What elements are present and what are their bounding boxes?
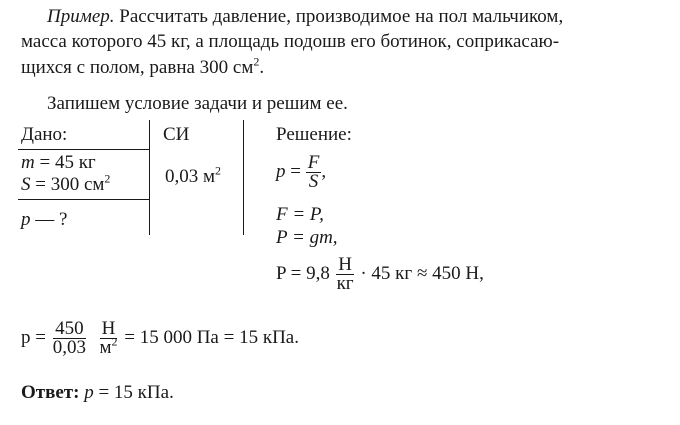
solution-eq-pressure: p = $\frac{F}{S}$ , bbox=[276, 152, 327, 192]
given-mass: m = 45 кг bbox=[21, 152, 96, 173]
fraction-450-over-003: $\frac{450}{0,03}$ bbox=[52, 318, 86, 358]
given-divider bbox=[149, 120, 150, 235]
intro-line-2: масса которого 45 кг, а площадь подошв его ботинок, соприкасаю- bbox=[21, 31, 560, 52]
intro-text-1: Рассчитать давление, производимое на пол мальчиком, bbox=[119, 6, 564, 27]
si-header: СИ bbox=[163, 124, 190, 145]
solution-eq-force: F = P, bbox=[276, 204, 324, 225]
intro-line-1 bbox=[47, 6, 563, 28]
fraction-f-over-s: $\frac{F}{S}$ bbox=[307, 152, 320, 192]
given-find: p — ? bbox=[21, 209, 68, 230]
answer-label: Ответ: bbox=[21, 382, 80, 403]
fraction-n-over-m2: $\frac{Н}{м^2}$ bbox=[99, 318, 118, 358]
given-header: Дано: bbox=[21, 124, 68, 145]
solution-eq-weight: P = gm, bbox=[276, 227, 338, 248]
solution-header: Решение: bbox=[276, 124, 352, 145]
fraction-n-over-kg: $\frac{Н}{кг}$ bbox=[336, 254, 354, 294]
si-divider bbox=[243, 120, 244, 235]
example-label: Пример. bbox=[47, 6, 115, 27]
final-calculation: p = $\frac{450}{0,03}$ $\frac{Н}{м^2}$ = 15 000 Па = 15 кПа. bbox=[21, 318, 299, 358]
given-find-rule bbox=[18, 199, 149, 200]
answer-line: Ответ: p = 15 кПа. bbox=[21, 382, 174, 403]
intro-line-3: щихся с полом, равна 300 $см^2$. bbox=[21, 54, 265, 78]
given-header-rule bbox=[18, 149, 149, 150]
task-intro: Запишем условие задачи и решим ее. bbox=[47, 93, 348, 114]
si-value: 0,03 $м^2$ bbox=[165, 163, 222, 187]
given-area: S = 300 $см^2$ bbox=[21, 171, 111, 195]
solution-eq-calc: P = 9,8 $\frac{Н}{кг}$ · 45 кг ≈ 450 Н, bbox=[276, 254, 484, 294]
